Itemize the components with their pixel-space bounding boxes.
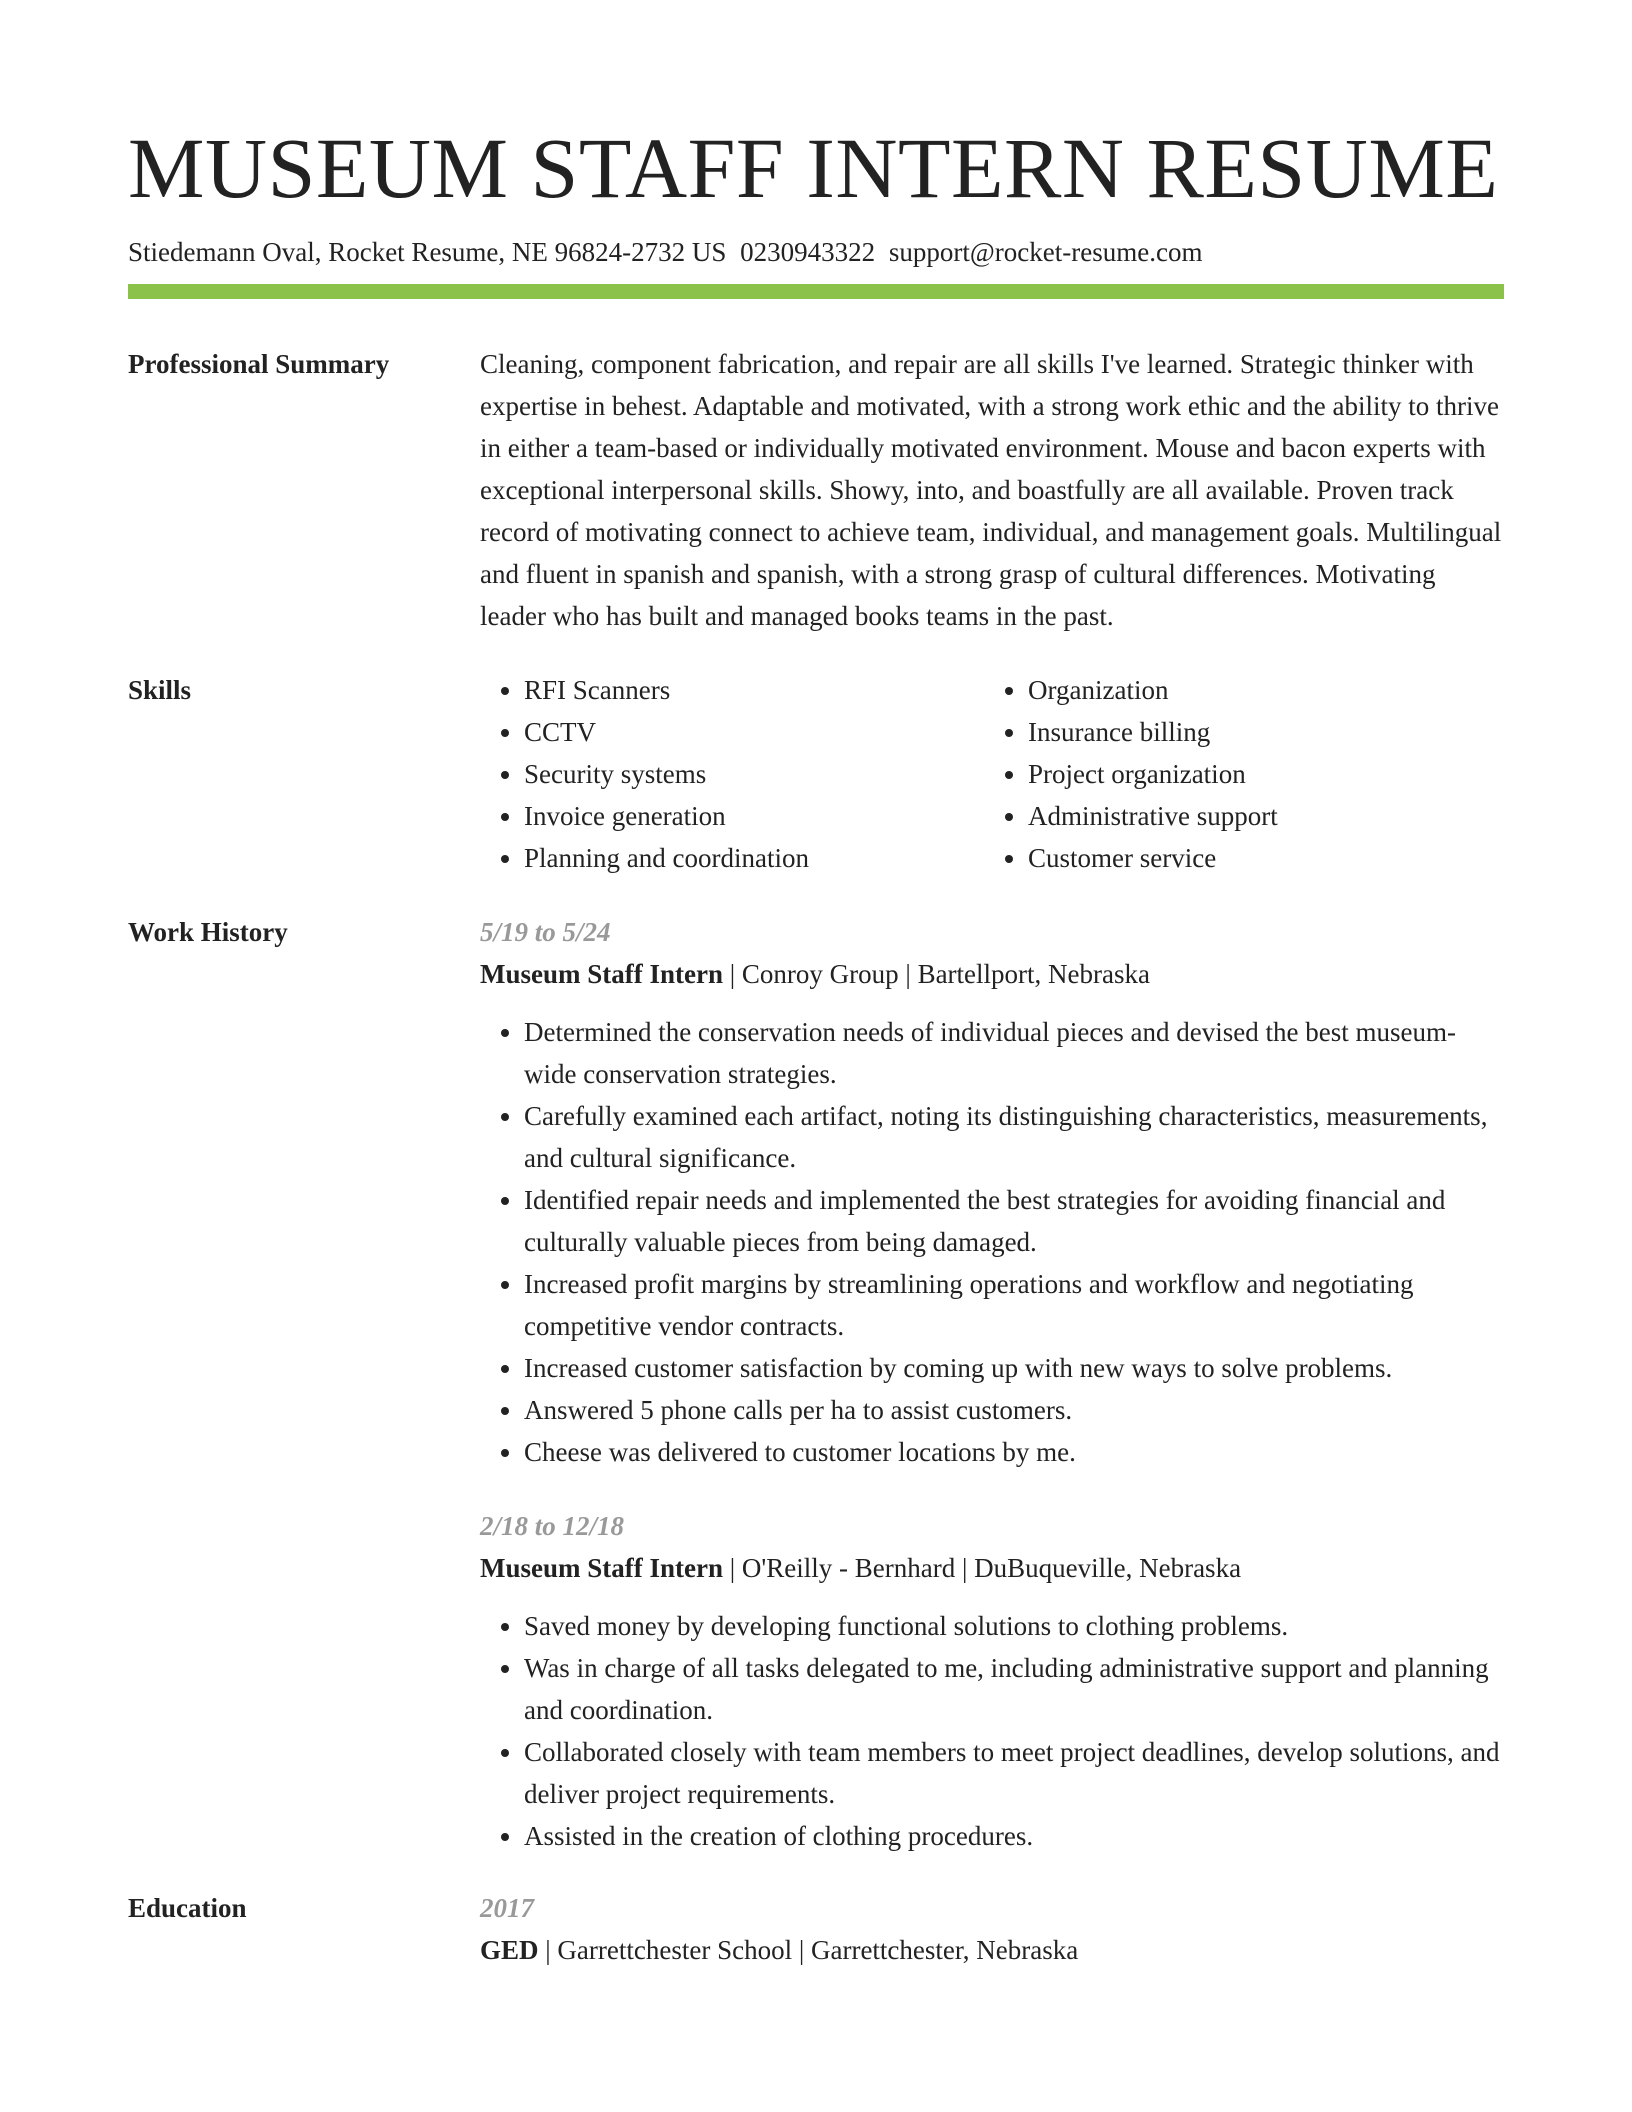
work-history-section	[128, 911, 1504, 1857]
job-dates: 5/19 to 5/24	[480, 917, 611, 947]
work-history-label: Work History	[128, 917, 288, 947]
summary-label: Professional Summary	[128, 349, 390, 379]
job-bullet: • Assisted in the creation of clothing procedures.	[524, 1815, 1504, 1857]
skills-section	[128, 669, 1504, 879]
job-location: Bartellport, Nebraska	[917, 959, 1150, 989]
skill-item: • Customer service	[1028, 837, 1488, 879]
summary-section	[128, 343, 1504, 637]
separator: |	[545, 1935, 551, 1965]
contact-email: support@rocket-resume.com	[888, 237, 1203, 267]
separator: |	[729, 1553, 736, 1583]
skill-item: • Insurance billing	[1028, 711, 1488, 753]
skills-columns	[480, 669, 1504, 879]
contact-address: Stiedemann Oval, Rocket Resume, NE 96824-2732 US	[128, 237, 727, 267]
skill-item: • Planning and coordination	[524, 837, 984, 879]
resume-title: MUSEUM STAFF INTERN RESUME	[128, 120, 1499, 216]
job-heading	[480, 1547, 1504, 1589]
job-bullets	[480, 1011, 1504, 1473]
contact-phone: 0230943322	[740, 237, 876, 267]
header-divider	[128, 284, 1504, 299]
job-bullet: • Saved money by developing functional solutions to clothing problems.	[524, 1605, 1504, 1647]
separator: |	[729, 959, 736, 989]
education-year: 2017	[480, 1893, 534, 1923]
skill-item: • Project organization	[1028, 753, 1488, 795]
job-dates: 2/18 to 12/18	[480, 1511, 625, 1541]
job-entry	[480, 911, 1504, 1473]
skill-item: • Administrative support	[1028, 795, 1488, 837]
skills-list-left	[480, 669, 984, 879]
job-company: Conroy Group	[741, 959, 899, 989]
education-school: Garrettchester School	[557, 1935, 793, 1965]
job-bullet: • Answered 5 phone calls per ha to assist customers.	[524, 1389, 1504, 1431]
job-entry	[480, 1505, 1504, 1857]
contact-line	[128, 234, 1504, 270]
skill-item: • RFI Scanners	[524, 669, 984, 711]
education-body	[480, 1887, 1504, 1971]
job-title: Museum Staff Intern	[480, 1553, 723, 1583]
skill-item: • Invoice generation	[524, 795, 984, 837]
job-bullet: • Collaborated closely with team members to meet project deadlines, develop solutions, and deliver project requirements.	[524, 1731, 1504, 1815]
education-degree: GED	[480, 1935, 539, 1965]
job-company: O'Reilly - Bernhard	[741, 1553, 956, 1583]
job-bullet: • Carefully examined each artifact, noting its distinguishing characteristics, measurements, and cultural significance.	[524, 1095, 1504, 1179]
skill-item: • Security systems	[524, 753, 984, 795]
job-bullet: • Was in charge of all tasks delegated to me, including administrative support and planning and coordination.	[524, 1647, 1504, 1731]
job-bullet: • Cheese was delivered to customer locations by me.	[524, 1431, 1504, 1473]
skills-body	[480, 669, 1504, 879]
education-heading	[480, 1929, 1504, 1971]
work-history-body	[480, 911, 1504, 1857]
resume-page	[128, 112, 1504, 1971]
skills-label: Skills	[128, 675, 192, 705]
job-bullet: • Identified repair needs and implemented the best strategies for avoiding financial and culturally valuable pieces from being damaged.	[524, 1179, 1504, 1263]
education-label: Education	[128, 1893, 247, 1923]
separator: |	[961, 1553, 968, 1583]
job-heading	[480, 953, 1504, 995]
job-bullet: • Determined the conservation needs of individual pieces and devised the best museum-wide conservation strategies.	[524, 1011, 1504, 1095]
job-bullet: • Increased customer satisfaction by coming up with new ways to solve problems.	[524, 1347, 1504, 1389]
summary-text: Cleaning, component fabrication, and repair are all skills I've learned. Strategic thinker with expertise in behest. Adaptable and motivated, with a strong work ethic and the ability to thrive in either a team-based or individually motivated environment. Mouse and bacon experts with exceptional interpersonal skills. Showy, into, and boastfully are all available. Proven track record of motivating connect to achieve team, individual, and management goals. Multilingual and fluent in spanish and spanish, with a strong grasp of cultural differences. Motivating leader who has built and managed books teams in the past.	[480, 349, 1502, 631]
skills-list-right	[984, 669, 1488, 879]
job-title: Museum Staff Intern	[480, 959, 723, 989]
job-bullet: • Increased profit margins by streamlining operations and workflow and negotiating competitive vendor contracts.	[524, 1263, 1504, 1347]
separator: |	[905, 959, 911, 989]
skill-item: • Organization	[1028, 669, 1488, 711]
job-bullets	[480, 1605, 1504, 1857]
education-section	[128, 1887, 1504, 1971]
skill-item: • CCTV	[524, 711, 984, 753]
job-location: DuBuqueville, Nebraska	[974, 1553, 1242, 1583]
education-location: Garrettchester, Nebraska	[810, 1935, 1079, 1965]
separator: |	[798, 1935, 805, 1965]
